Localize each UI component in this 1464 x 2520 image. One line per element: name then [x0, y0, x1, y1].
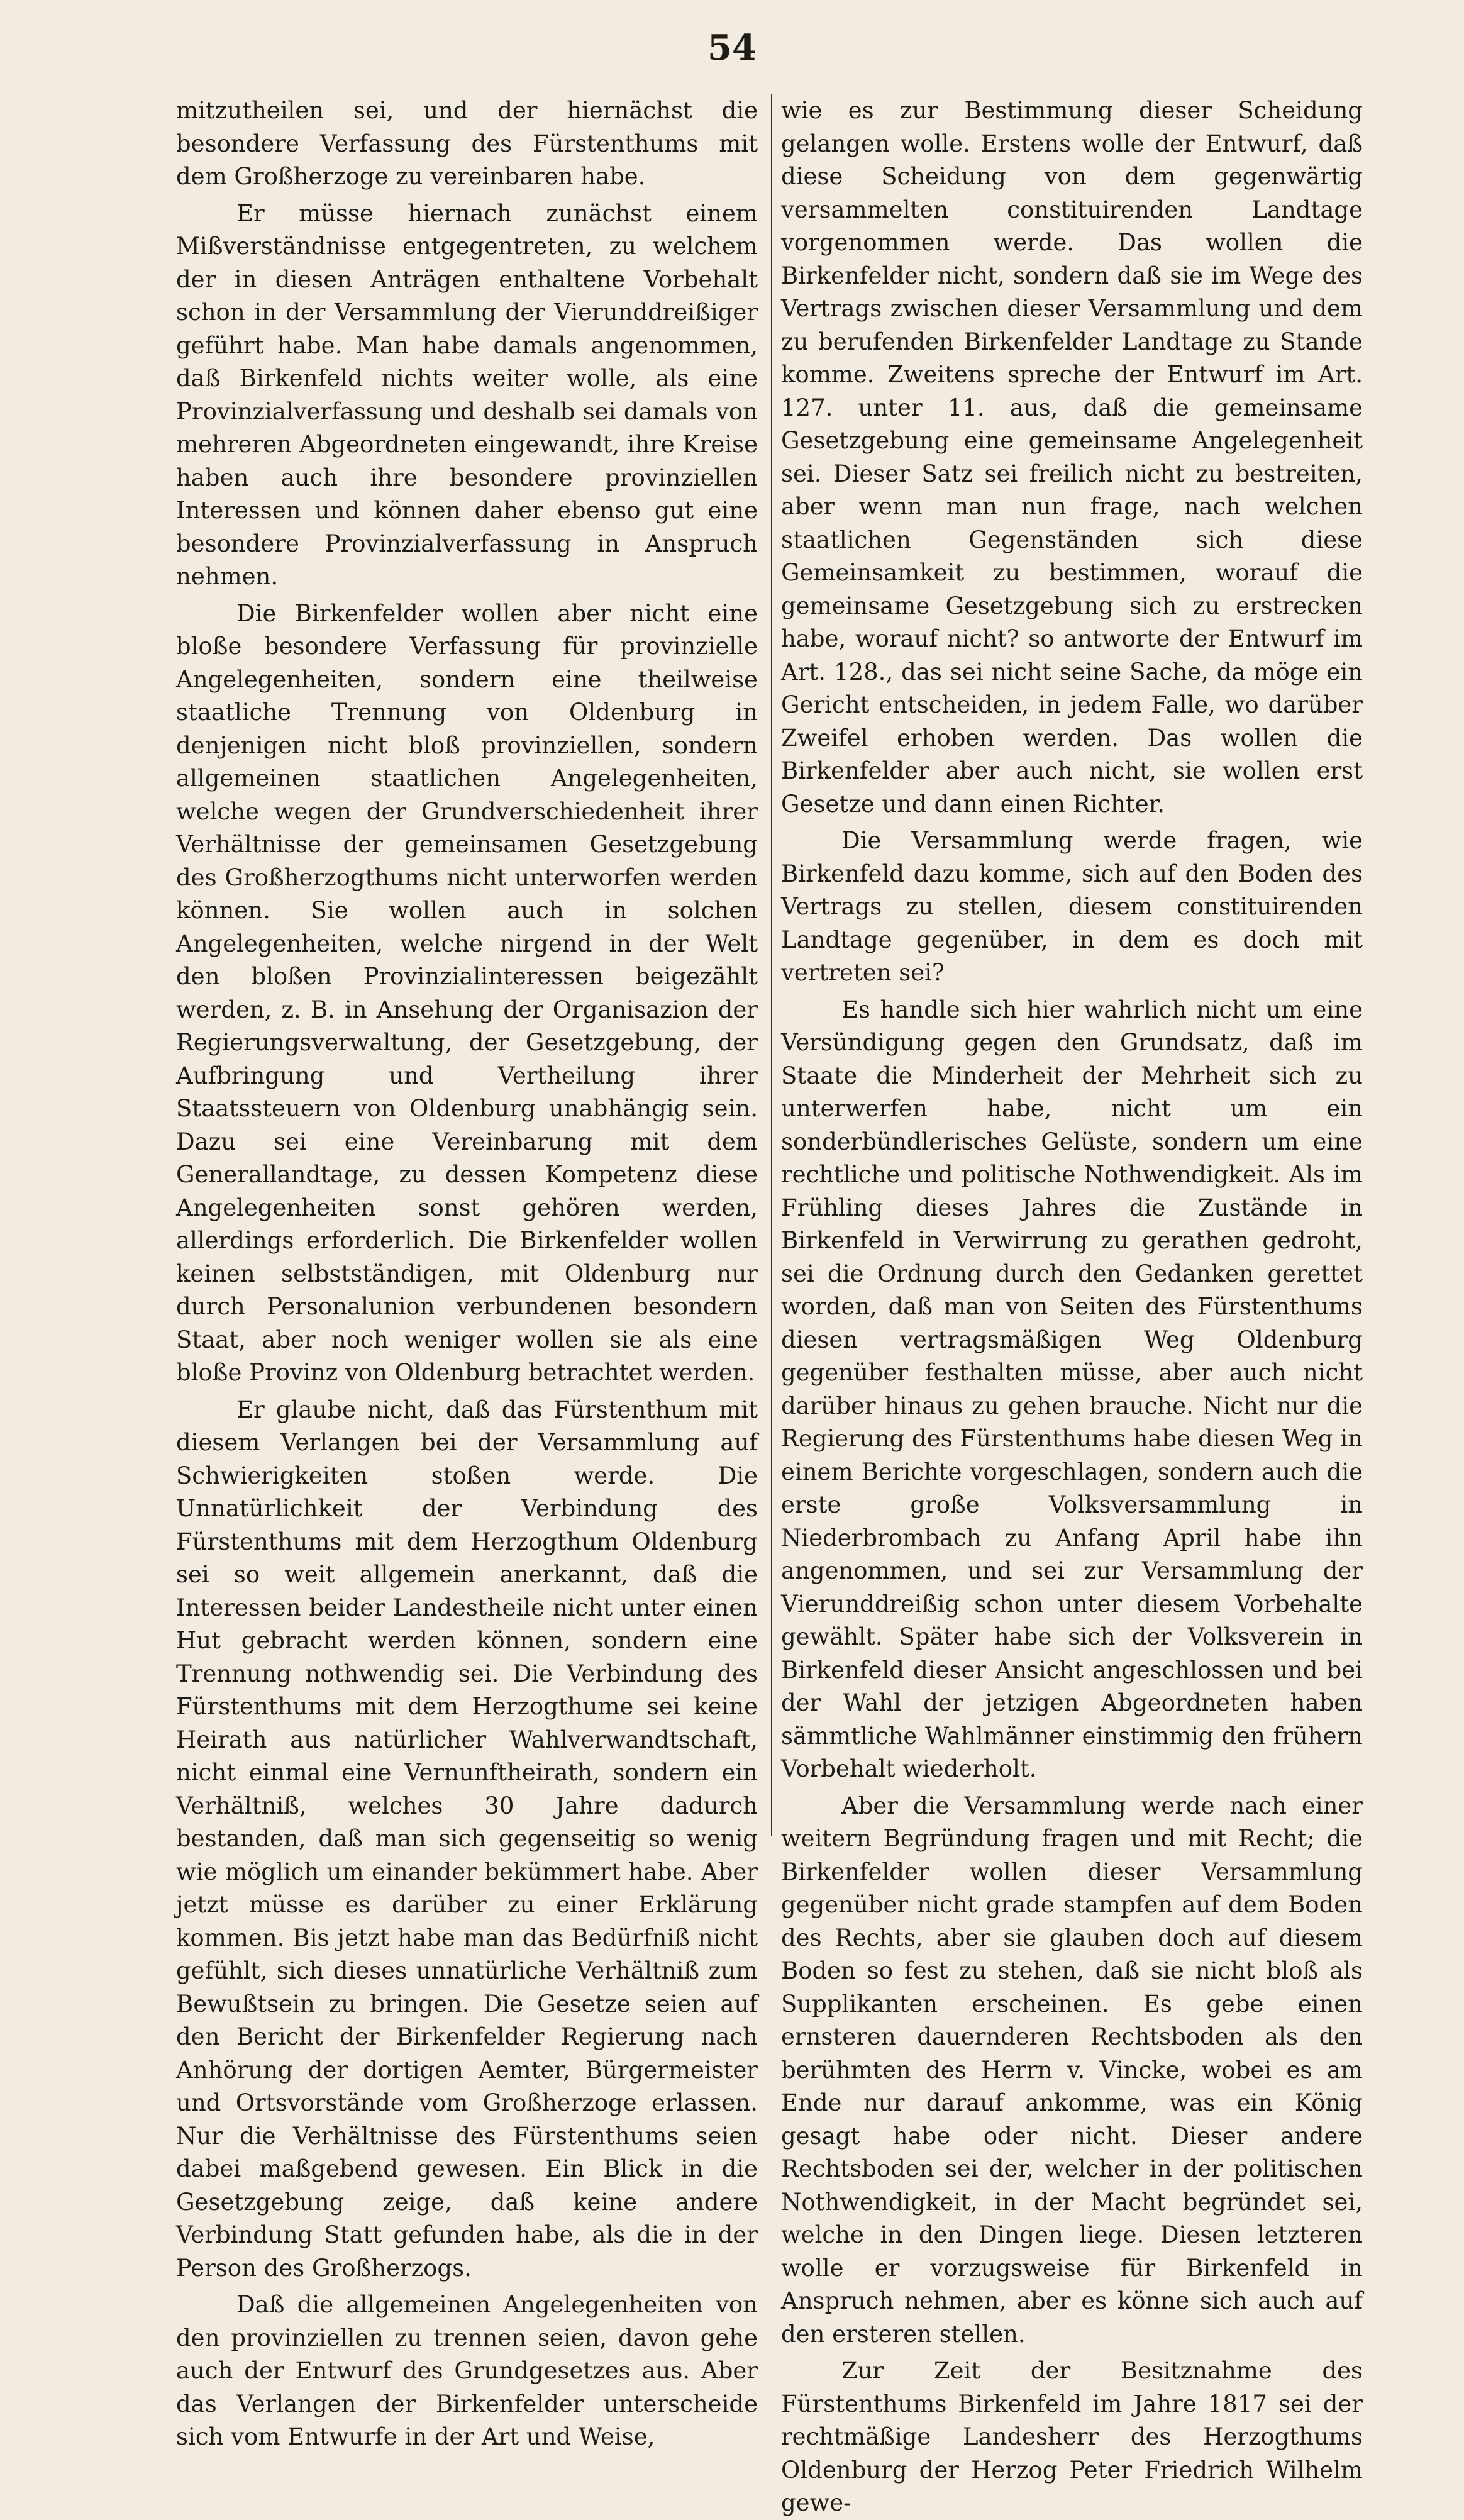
- page-number: 54: [707, 27, 757, 69]
- paragraph: Daß die allgemeinen Angelegenheiten von den provinziellen zu trennen seien, davon gehe auch der Entwurf des Grundgesetzes aus. Aber das Verlangen der Birkenfelder unterscheide sich vom Entwurfe in der Art und Weise,: [176, 2291, 758, 2450]
- paragraph: Er glaube nicht, daß das Fürstenthum mit diesem Verlangen bei der Versammlung auf Schwierigkeiten stoßen werde. Die Unnatürlichkeit der Verbindung des Fürstenthums mit dem Herzogthum Oldenburg sei so weit allgemein anerkannt, daß die Interessen beider Landestheile nicht unter einen Hut gebracht werden können, sondern eine Trennung nothwendig sei. Die Verbindung des Fürstenthums mit dem Herzogthume sei keine Heirath aus natürlicher Wahlverwandtschaft, nicht einmal eine Vernunftheirath, sondern ein Verhältniß, welches 30 Jahre dadurch bestanden, daß man sich gegenseitig so wenig wie möglich um einander bekümmert habe. Aber jetzt müsse es darüber zu einer Erklärung kommen. Bis jetzt habe man das Bedürfniß nicht gefühlt, sich dieses unnatürliche Verhältniß zum Bewußtsein zu bringen. Die Gesetze seien auf den Bericht der Birkenfelder Regierung nach Anhörung der dortigen Aemter, Bürgermeister und Ortsvorstände vom Großherzoge erlassen. Nur die Verhältnisse des Fürstenthums seien dabei maßgebend gewesen. Ein Blick in die Gesetzgebung zeige, daß keine andere Verbindung Statt gefunden habe, als die in der Person des Großherzogs.: [176, 1396, 758, 2282]
- left-column: [176, 94, 758, 2454]
- column-divider: [771, 94, 772, 1836]
- paragraph: wie es zur Bestimmung dieser Scheidung gelangen wolle. Erstens wolle der Entwurf, daß diese Scheidung von dem gegenwärtig versammelten constituirenden Landtage vorgenommen werde. Das wollen die Birkenfelder nicht, sondern daß sie im Wege des Vertrags zwischen dieser Versammlung und dem zu berufenden Birkenfelder Landtage zu Stande komme. Zweitens spreche der Entwurf im Art. 127. unter 11. aus, daß die gemeinsame Gesetzgebung eine gemeinsame Angelegenheit sei. Dieser Satz sei freilich nicht zu bestreiten, aber wenn man nun frage, nach welchen staatlichen Gegenständen sich diese Gemeinsamkeit zu bestimmen, worauf die gemeinsame Gesetzgebung sich zu erstrecken habe, worauf nicht? so antworte der Entwurf im Art. 128., das sei nicht seine Sache, da möge ein Gericht entscheiden, in jedem Falle, wo darüber Zweifel erhoben werden. Das wollen die Birkenfelder aber auch nicht, sie wollen erst Gesetze und dann einen Richter.: [781, 97, 1363, 818]
- paragraph: Es handle sich hier wahrlich nicht um eine Versündigung gegen den Grundsatz, daß im Staate die Minderheit der Mehrheit sich zu unterwerfen habe, nicht um ein sonderbündlerisches Gelüste, sondern um eine rechtliche und politische Nothwendigkeit. Als im Frühling dieses Jahres die Zustände in Birkenfeld in Verwirrung zu gerathen gedroht, sei die Ordnung durch den Gedanken gerettet worden, daß man von Seiten des Fürstenthums diesen vertragsmäßigen Weg Oldenburg gegenüber festhalten müsse, aber auch nicht darüber hinaus zu gehen brauche. Nicht nur die Regierung des Fürstenthums habe diesen Weg in einem Berichte vorgeschlagen, sondern auch die erste große Volksversammlung in Niederbrombach zu Anfang April habe ihn angenommen, und sei zur Versammlung der Vierunddreißig schon unter diesem Vorbehalte gewählt. Später habe sich der Volksverein in Birkenfeld dieser Ansicht angeschlossen und bei der Wahl der jetzigen Abgeordneten haben sämmtliche Wahlmänner einstimmig den frühern Vorbehalt wiederholt.: [781, 996, 1363, 1782]
- paragraph: Aber die Versammlung werde nach einer weitern Begründung fragen und mit Recht; die Birkenfelder wollen dieser Versammlung gegenüber nicht grade stampfen auf dem Boden des Rechts, aber sie glauben doch auf diesem Boden so fest zu stehen, daß sie nicht bloß als Supplikanten erscheinen. Es gebe einen ernsteren dauernderen Rechtsboden als den berühmten des Herrn v. Vincke, wobei es am Ende nur darauf ankomme, was ein König gesagt habe oder nicht. Dieser andere Rechtsboden sei der, welcher in der politischen Nothwendigkeit, in der Macht begründet sei, welche in den Dingen liege. Diesen letzteren wolle er vorzugsweise für Birkenfeld in Anspruch nehmen, aber es könne sich auch auf den ersteren stellen.: [781, 1792, 1363, 2348]
- paragraph: mitzutheilen sei, und der hiernächst die besondere Verfassung des Fürstenthums mit dem Großherzoge zu vereinbaren habe.: [176, 97, 758, 190]
- paragraph: Die Birkenfelder wollen aber nicht eine bloße besondere Verfassung für provinzielle Angelegenheiten, sondern eine theilweise staatliche Trennung von Oldenburg in denjenigen nicht bloß provinziellen, sondern allgemeinen staatlichen Angelegenheiten, welche wegen der Grundverschiedenheit ihrer Verhältnisse der gemeinsamen Gesetzgebung des Großherzogthums nicht unterworfen werden können. Sie wollen auch in solchen Angelegenheiten, welche nirgend in der Welt den bloßen Provinzialinteressen beigezählt werden, z. B. in Ansehung der Organisazion der Regierungsverwaltung, der Gesetzgebung, der Aufbringung und Vertheilung ihrer Staatssteuern von Oldenburg unabhängig sein. Dazu sei eine Vereinbarung mit dem Generallandtage, zu dessen Kompetenz diese Angelegenheiten sonst gehören werden, allerdings erforderlich. Die Birkenfelder wollen keinen selbstständigen, mit Oldenburg nur durch Personalunion verbundenen besondern Staat, aber noch weniger wollen sie als eine bloße Provinz von Oldenburg betrachtet werden.: [176, 599, 758, 1386]
- paragraph: Er müsse hiernach zunächst einem Mißverständnisse entgegentreten, zu welchem der in diesen Anträgen enthaltene Vorbehalt schon in der Versammlung der Vierunddreißiger geführt habe. Man habe damals angenommen, daß Birkenfeld nichts weiter wolle, als eine Provinzialverfassung und deshalb sei damals von mehreren Abgeordneten eingewandt, ihre Kreise haben auch ihre besondere provinziellen Interessen und können daher ebenso gut eine besondere Provinzialverfassung in Anspruch nehmen.: [176, 199, 758, 590]
- paragraph: Die Versammlung werde fragen, wie Birkenfeld dazu komme, sich auf den Boden des Vertrags zu stellen, diesem constituirenden Landtage gegenüber, in dem es doch mit vertreten sei?: [781, 827, 1363, 986]
- paragraph: Zur Zeit der Besitznahme des Fürstenthums Birkenfeld im Jahre 1817 sei der rechtmäßige Landesherr des Herzogthums Oldenburg der Herzog Peter Friedrich Wilhelm gewe-: [781, 2357, 1363, 2516]
- right-column: [781, 94, 1363, 2520]
